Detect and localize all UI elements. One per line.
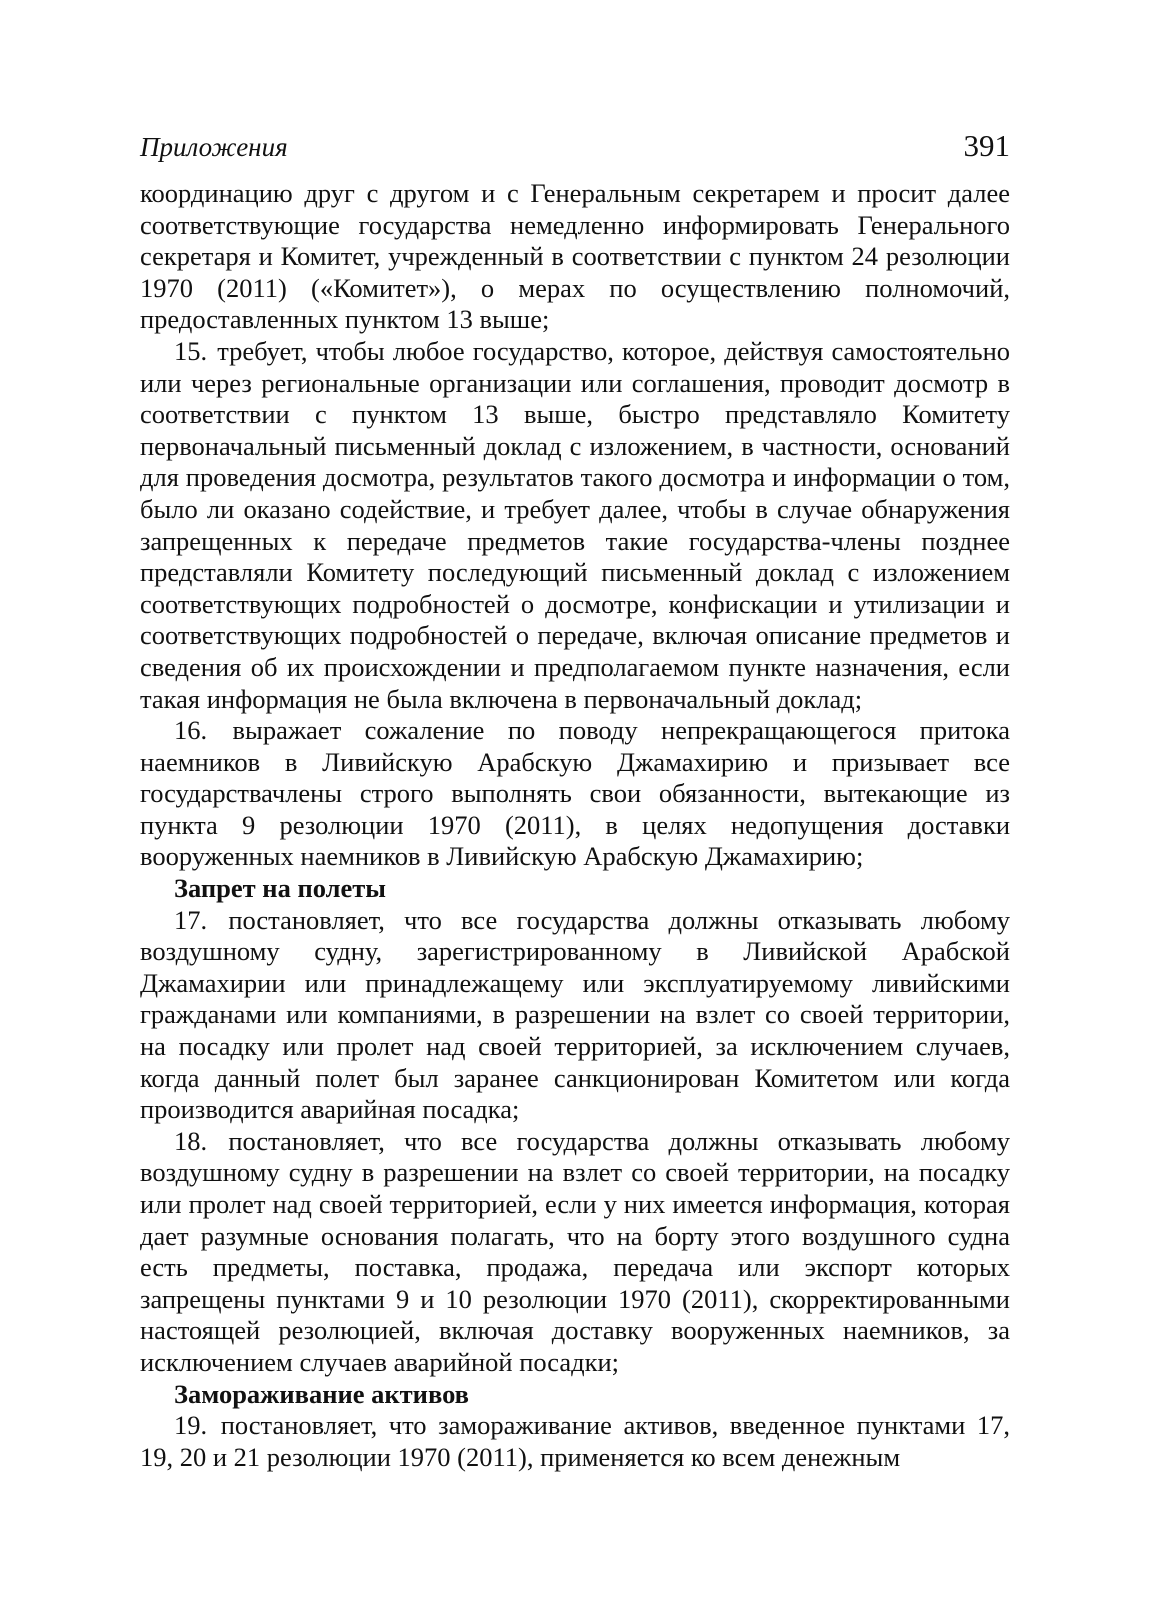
paragraph-number: 15.	[174, 335, 208, 366]
paragraph-16	[140, 715, 1010, 873]
paragraph-number: 18.	[174, 1125, 208, 1156]
paragraph-text: постановляет, что замораживание активов, введенное пунктами 17, 19, 20 и 21 резолюции 1970 (2011), применяется ко всем денежным	[140, 1410, 1010, 1472]
paragraph-number: 17.	[174, 904, 208, 935]
paragraph-text: требует, чтобы любое государство, которое, действуя самостоятельно или через региональные организации или соглашения, проводит досмотр в соответствии с пунктом 13 выше, быстро представляло Комитету первоначальный письменный доклад с изложением, в частности, оснований для проведения досмотра, результатов такого досмотра и информации о том, было ли оказано содействие, и требует далее, чтобы в случае обнаружения запрещенных к передаче предметов такие государства-члены позднее представляли Комитету последующий письменный доклад с изложением соответствующих подробностей о досмотре, конфискации и утилизации и соответствующих подробностей о передаче, включая описание предметов и сведения об их происхождении и предполагаемом пункте назначения, если такая информация не была включена в первоначальный доклад;	[140, 335, 1010, 714]
page-number: 391	[963, 128, 1010, 163]
paragraph-number: 19.	[174, 1410, 208, 1441]
paragraph-text: выражает сожаление по поводу непрекращающегося притока наемников в Ливийскую Арабскую Джамахирию и призывает все государствачлены строго выполнять свои обязанности, вытекающие из пункта 9 резолюции 1970 (2011), в целях недопущения доставки вооруженных наемников в Ливийскую Арабскую Джамахирию;	[140, 715, 1011, 872]
running-head	[140, 128, 1010, 168]
paragraph-text: постановляет, что все государства должны отказывать любому воздушному судну, зарегистрированному в Ливийской Арабской Джамахирии или принадлежащему или эксплуатируемому ливийскими гражданами или компаниями, в разрешении на взлет со своей территории, на посадку или пролет над своей территорией, за исключением случаев, когда данный полет был заранее санкционирован Комитетом или когда производится аварийная посадка;	[140, 904, 1010, 1125]
paragraph-19	[140, 1410, 1010, 1473]
paragraph-18	[140, 1126, 1010, 1379]
paragraph-17	[140, 905, 1010, 1126]
paragraph-text: постановляет, что все государства должны отказывать любому воздушному судну в разрешении на взлет со своей территории, на посадку или пролет над своей территорией, если у них имеется информация, которая дает разумные основания полагать, что на борту этого воздушного судна есть предметы, поставка, продажа, передача или экспорт которых запрещены пунктами 9 и 10 резолюции 1970 (2011), скорректированными настоящей резолюцией, включая доставку вооруженных наемников, за исключением случаев аварийной посадки;	[140, 1125, 1010, 1377]
heading-flight-ban: Запрет на полеты	[174, 873, 386, 904]
paragraph-15	[140, 336, 1010, 715]
paragraph-number: 16.	[174, 715, 208, 746]
body-text	[140, 178, 1010, 1473]
section-title: Приложения	[140, 132, 288, 162]
heading-asset-freeze: Замораживание активов	[174, 1378, 469, 1409]
paragraph-14-continuation: координацию друг с другом и с Генеральным секретарем и просит далее соответствующие государства немедленно информировать Генерального секретаря и Комитет, учрежденный в соответствии с пунктом 24 резолюции 1970 (2011) («Комитет»), о мерах по осуществлению полномочий, предоставленных пунктом 13 выше;	[140, 178, 1010, 335]
